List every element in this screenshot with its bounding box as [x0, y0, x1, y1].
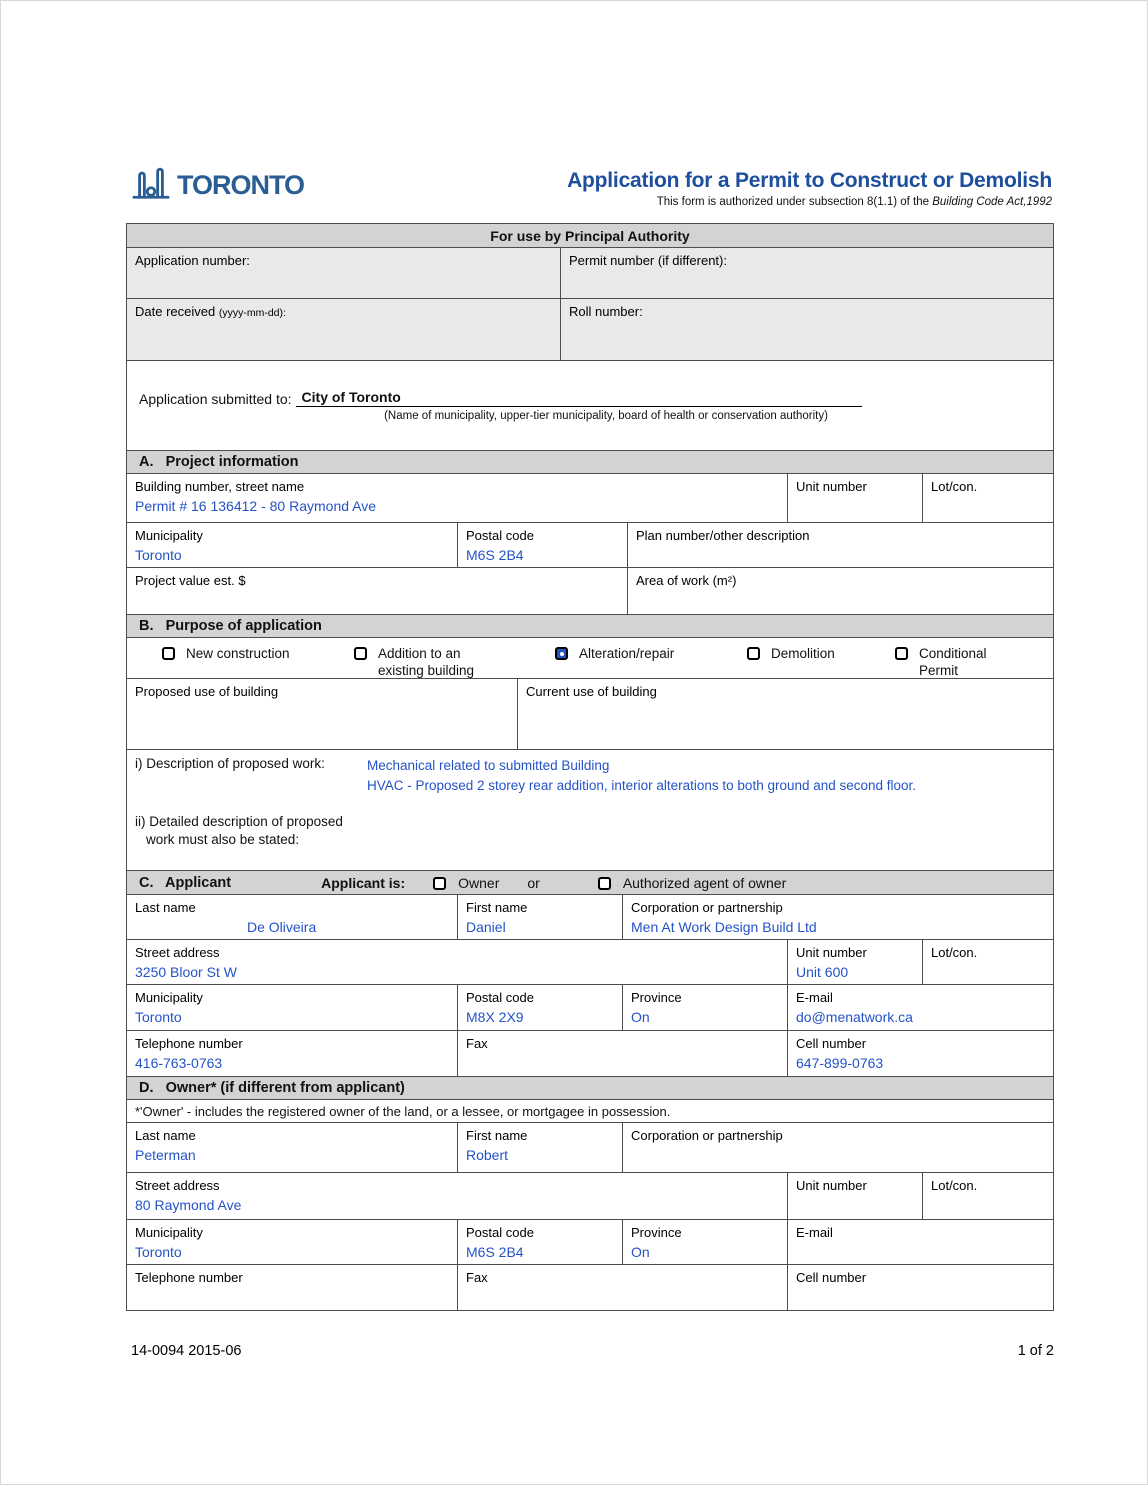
- toronto-logo: [132, 165, 304, 206]
- applicant-last-name-field[interactable]: [127, 895, 457, 939]
- proposed-use-field[interactable]: [127, 679, 517, 749]
- addition-checkbox[interactable]: [354, 647, 367, 660]
- owner-province-field[interactable]: [622, 1220, 787, 1264]
- applicant-municipality-value[interactable]: Toronto: [135, 1009, 182, 1026]
- applicant-corporation-label: Corporation or partnership: [631, 900, 783, 915]
- applicant-phone-value[interactable]: 416-763-0763: [135, 1055, 223, 1072]
- applicant-cell-field[interactable]: [787, 1031, 1053, 1076]
- description-value-line2[interactable]: HVAC - Proposed 2 storey rear addition, interior alterations to both ground and second floor.: [367, 777, 917, 793]
- applicant-first-name-field[interactable]: [457, 895, 622, 939]
- alteration-repair-label: Alteration/repair: [579, 646, 675, 661]
- owner-phone-field[interactable]: [127, 1265, 457, 1310]
- description-value[interactable]: [367, 756, 916, 795]
- applicant-last-name-label: Last name: [135, 900, 196, 915]
- project-unit-number-field[interactable]: [787, 474, 922, 522]
- proposed-use-label: Proposed use of building: [135, 684, 279, 699]
- building-number-value[interactable]: Permit # 16 136412 - 80 Raymond Ave: [135, 498, 377, 515]
- toronto-logo-text: TORONTO: [177, 170, 305, 200]
- project-postal-code-label: Postal code: [466, 528, 534, 543]
- page-number: 1 of 2: [1017, 1343, 1054, 1359]
- applicant-phone-field[interactable]: [127, 1031, 457, 1076]
- project-lotcon-field[interactable]: [922, 474, 1053, 522]
- owner-unit-label: Unit number: [796, 1178, 867, 1193]
- applicant-last-name-value[interactable]: De Oliveira: [247, 919, 317, 936]
- form-body: [126, 223, 1054, 1311]
- date-received-field[interactable]: [127, 299, 560, 360]
- option-conditional-permit: [895, 646, 1003, 678]
- owner-corporation-label: Corporation or partnership: [631, 1128, 783, 1143]
- applicant-postal-field[interactable]: [457, 985, 622, 1030]
- applicant-email-label: E-mail: [796, 990, 833, 1005]
- option-alteration-repair: [555, 646, 747, 678]
- demolition-checkbox[interactable]: [747, 647, 760, 660]
- authorized-agent-label: Authorized agent of owner: [622, 874, 787, 891]
- applicant-cell-value[interactable]: 647-899-0763: [796, 1055, 884, 1072]
- applicant-municipality-field[interactable]: [127, 985, 457, 1030]
- page-title: Application for a Permit to Construct or Demolish: [567, 169, 1052, 192]
- project-postal-code-field[interactable]: [457, 523, 627, 567]
- owner-lotcon-field[interactable]: [922, 1173, 1053, 1219]
- owner-cell-label: Cell number: [796, 1270, 867, 1285]
- applicant-unit-label: Unit number: [796, 945, 867, 960]
- new-construction-checkbox[interactable]: [162, 647, 175, 660]
- applicant-is-label: Applicant is:: [321, 874, 406, 891]
- form-header: [412, 169, 1052, 208]
- owner-lotcon-label: Lot/con.: [931, 1178, 978, 1193]
- submitted-to-hint: (Name of municipality, upper-tier municipality, board of health or conservation authority): [384, 410, 828, 422]
- authorized-agent-checkbox[interactable]: [598, 877, 611, 890]
- roll-number-field[interactable]: [560, 299, 1053, 360]
- owner-first-name-value[interactable]: Robert: [466, 1147, 509, 1164]
- project-postal-code-value[interactable]: M6S 2B4: [466, 547, 524, 564]
- owner-last-name-value[interactable]: Peterman: [135, 1147, 196, 1164]
- demolition-label: Demolition: [771, 646, 835, 661]
- project-municipality-label: Municipality: [135, 528, 203, 543]
- owner-postal-value[interactable]: M6S 2B4: [466, 1244, 524, 1261]
- submitted-to-label: Application submitted to:: [139, 391, 292, 407]
- new-construction-label: New construction: [186, 646, 290, 661]
- owner-municipality-label: Municipality: [135, 1225, 203, 1240]
- plan-number-field[interactable]: [627, 523, 1053, 567]
- applicant-street-label: Street address: [135, 945, 220, 960]
- owner-first-name-field[interactable]: [457, 1123, 622, 1172]
- principal-authority-header: For use by Principal Authority: [127, 224, 1053, 247]
- applicant-lotcon-label: Lot/con.: [931, 945, 978, 960]
- application-number-field[interactable]: [127, 248, 560, 298]
- roll-number-label: Roll number:: [569, 304, 643, 319]
- applicant-unit-value[interactable]: Unit 600: [796, 964, 849, 981]
- owner-email-label: E-mail: [796, 1225, 833, 1240]
- owner-first-name-label: First name: [466, 1128, 528, 1143]
- application-submitted-to-row: [127, 360, 1053, 450]
- applicant-fax-field[interactable]: [457, 1031, 787, 1076]
- owner-phone-label: Telephone number: [135, 1270, 243, 1285]
- owner-postal-label: Postal code: [466, 1225, 534, 1240]
- applicant-postal-label: Postal code: [466, 990, 534, 1005]
- owner-last-name-field[interactable]: [127, 1123, 457, 1172]
- addition-label: Addition to an existing building: [378, 646, 475, 678]
- owner-province-label: Province: [631, 1225, 682, 1240]
- applicant-phone-label: Telephone number: [135, 1036, 243, 1051]
- plan-number-label: Plan number/other description: [636, 528, 810, 543]
- applicant-fax-label: Fax: [466, 1036, 488, 1051]
- owner-definition-note: *'Owner' - includes the registered owner of the land, or a lessee, or mortgagee in possession.: [127, 1099, 1053, 1122]
- description-of-work-row: [127, 749, 1053, 870]
- owner-option-label: Owner: [458, 874, 500, 891]
- form-authorization-note: This form is authorized under subsection 8(1.1) of the Building Code Act,1992: [656, 196, 1052, 208]
- section-b-header: B. Purpose of application: [127, 614, 1053, 637]
- page-footer: [131, 1343, 1054, 1359]
- owner-street-value[interactable]: 80 Raymond Ave: [135, 1197, 242, 1214]
- owner-municipality-field[interactable]: [127, 1220, 457, 1264]
- applicant-email-value[interactable]: do@menatwork.ca: [796, 1009, 913, 1026]
- project-municipality-field[interactable]: [127, 523, 457, 567]
- project-lotcon-label: Lot/con.: [931, 479, 978, 494]
- current-use-field[interactable]: [517, 679, 1053, 749]
- owner-municipality-value[interactable]: Toronto: [135, 1244, 182, 1261]
- option-addition: [354, 646, 555, 678]
- applicant-municipality-label: Municipality: [135, 990, 203, 1005]
- section-c-header: [127, 870, 1053, 894]
- owner-checkbox[interactable]: [433, 877, 446, 890]
- applicant-lotcon-field[interactable]: [922, 940, 1053, 984]
- applicant-postal-value[interactable]: M8X 2X9: [466, 1009, 524, 1026]
- applicant-corporation-value[interactable]: Men At Work Design Build Ltd: [631, 919, 817, 936]
- project-unit-number-label: Unit number: [796, 479, 867, 494]
- applicant-cell-label: Cell number: [796, 1036, 867, 1051]
- applicant-street-field[interactable]: [127, 940, 787, 984]
- detailed-description-label: ii) Detailed description of proposed work must also be stated:: [135, 814, 343, 847]
- building-number-label: Building number, street name: [135, 479, 305, 494]
- option-demolition: [747, 646, 895, 678]
- project-value-field[interactable]: [127, 568, 627, 614]
- section-c-title: C. Applicant: [139, 874, 232, 891]
- conditional-permit-checkbox[interactable]: [895, 647, 908, 660]
- area-of-work-field[interactable]: [627, 568, 1053, 614]
- current-use-label: Current use of building: [526, 684, 657, 699]
- purpose-options-row: [127, 637, 1053, 678]
- owner-cell-field[interactable]: [787, 1265, 1053, 1310]
- owner-street-field[interactable]: [127, 1173, 787, 1219]
- applicant-province-label: Province: [631, 990, 682, 1005]
- owner-fax-label: Fax: [466, 1270, 488, 1285]
- applicant-corporation-field[interactable]: [622, 895, 1053, 939]
- applicant-first-name-label: First name: [466, 900, 528, 915]
- description-value-line1[interactable]: Mechanical related to submitted Building: [367, 758, 610, 773]
- applicant-province-field[interactable]: [622, 985, 787, 1030]
- form-number: 14-0094 2015-06: [131, 1343, 242, 1359]
- section-d-header: D. Owner* (if different from applicant): [127, 1076, 1053, 1099]
- area-of-work-label: Area of work (m²): [636, 573, 737, 588]
- owner-last-name-label: Last name: [135, 1128, 196, 1143]
- owner-fax-field[interactable]: [457, 1265, 787, 1310]
- applicant-province-value[interactable]: On: [631, 1009, 650, 1026]
- conditional-permit-label: Conditional Permit: [919, 646, 987, 678]
- alteration-repair-checkbox[interactable]: [555, 647, 568, 660]
- applicant-street-value[interactable]: 3250 Bloor St W: [135, 964, 237, 981]
- application-number-label: Application number:: [135, 253, 250, 268]
- owner-province-value[interactable]: On: [631, 1244, 650, 1261]
- owner-postal-field[interactable]: [457, 1220, 622, 1264]
- description-label: i) Description of proposed work:: [135, 756, 325, 771]
- permit-number-field[interactable]: [560, 248, 1053, 298]
- or-text: or: [527, 874, 540, 891]
- permit-number-label: Permit number (if different):: [569, 253, 727, 268]
- applicant-email-field[interactable]: [787, 985, 1053, 1030]
- option-new-construction: [162, 646, 354, 678]
- section-a-header: A. Project information: [127, 450, 1053, 473]
- owner-street-label: Street address: [135, 1178, 220, 1193]
- owner-corporation-field[interactable]: [622, 1123, 1053, 1172]
- owner-email-field[interactable]: [787, 1220, 1053, 1264]
- building-number-field[interactable]: [127, 474, 787, 522]
- submitted-to-value[interactable]: City of Toronto: [296, 389, 862, 407]
- date-received-label: Date received (yyyy-mm-dd):: [135, 304, 286, 319]
- project-value-label: Project value est. $: [135, 573, 246, 588]
- applicant-unit-field[interactable]: [787, 940, 922, 984]
- owner-unit-field[interactable]: [787, 1173, 922, 1219]
- project-municipality-value[interactable]: Toronto: [135, 547, 182, 564]
- toronto-skyline-icon: [132, 165, 170, 206]
- applicant-first-name-value[interactable]: Daniel: [466, 919, 506, 936]
